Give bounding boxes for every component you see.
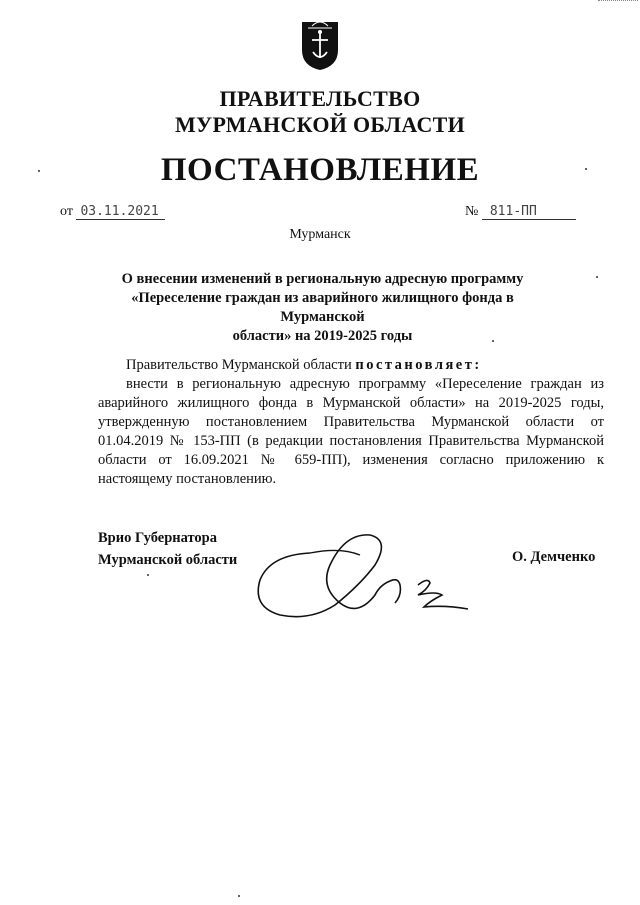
scan-speck xyxy=(585,168,587,170)
handwritten-signature xyxy=(250,525,480,635)
scan-edge-mark xyxy=(598,0,638,2)
government-name-line1: ПРАВИТЕЛЬСТВО xyxy=(219,86,421,111)
signatory-title-line2: Мурманской области xyxy=(98,552,238,568)
resolution-intro xyxy=(98,356,604,375)
city: Мурманск xyxy=(289,227,351,242)
scan-speck xyxy=(238,895,240,897)
intro-text: Правительство Мурманской области xyxy=(126,357,352,373)
document-date: 03.11.2021 xyxy=(76,204,164,220)
subject-line3: области» на 2019-2025 годы xyxy=(232,328,413,344)
scan-speck xyxy=(38,170,40,172)
number-row xyxy=(465,204,576,220)
signatory-name: О. Демченко xyxy=(512,549,596,565)
scan-speck xyxy=(147,574,149,576)
document-number: 811-ПП xyxy=(482,204,576,220)
subject-line2: «Переселение граждан из аварийного жилищного фонда в Мурманской xyxy=(131,290,514,325)
intro-resolves: постановляет: xyxy=(355,357,482,373)
scan-speck xyxy=(492,340,494,342)
document-subject xyxy=(95,270,550,346)
signatory-title xyxy=(98,527,237,571)
government-name-line2: МУРМАНСКОЙ ОБЛАСТИ xyxy=(174,112,466,137)
number-prefix: № xyxy=(465,204,479,219)
date-row xyxy=(60,204,165,220)
coat-of-arms-icon xyxy=(300,14,340,72)
signatory-title-line1: Врио Губернатора xyxy=(98,530,217,546)
date-prefix: от xyxy=(60,204,73,219)
resolution-paragraph: внести в региональную адресную программу «Переселение граждан из аварийного жилищного фонда в Мурманской области» на 2019-2025 годы, утвержденную постановлением Правительства Мурманской области от 01.04.2019 № 153-ПП (в редакции постановления Правительства Мурманской области от 16.09.2021 № 659-ПП), изменения согласно приложению к настоящему постановлению. xyxy=(98,376,604,487)
scan-speck xyxy=(596,276,598,278)
subject-line1: О внесении изменений в региональную адресную программу xyxy=(121,271,524,287)
document-type-title: ПОСТАНОВЛЕНИЕ xyxy=(160,152,480,188)
